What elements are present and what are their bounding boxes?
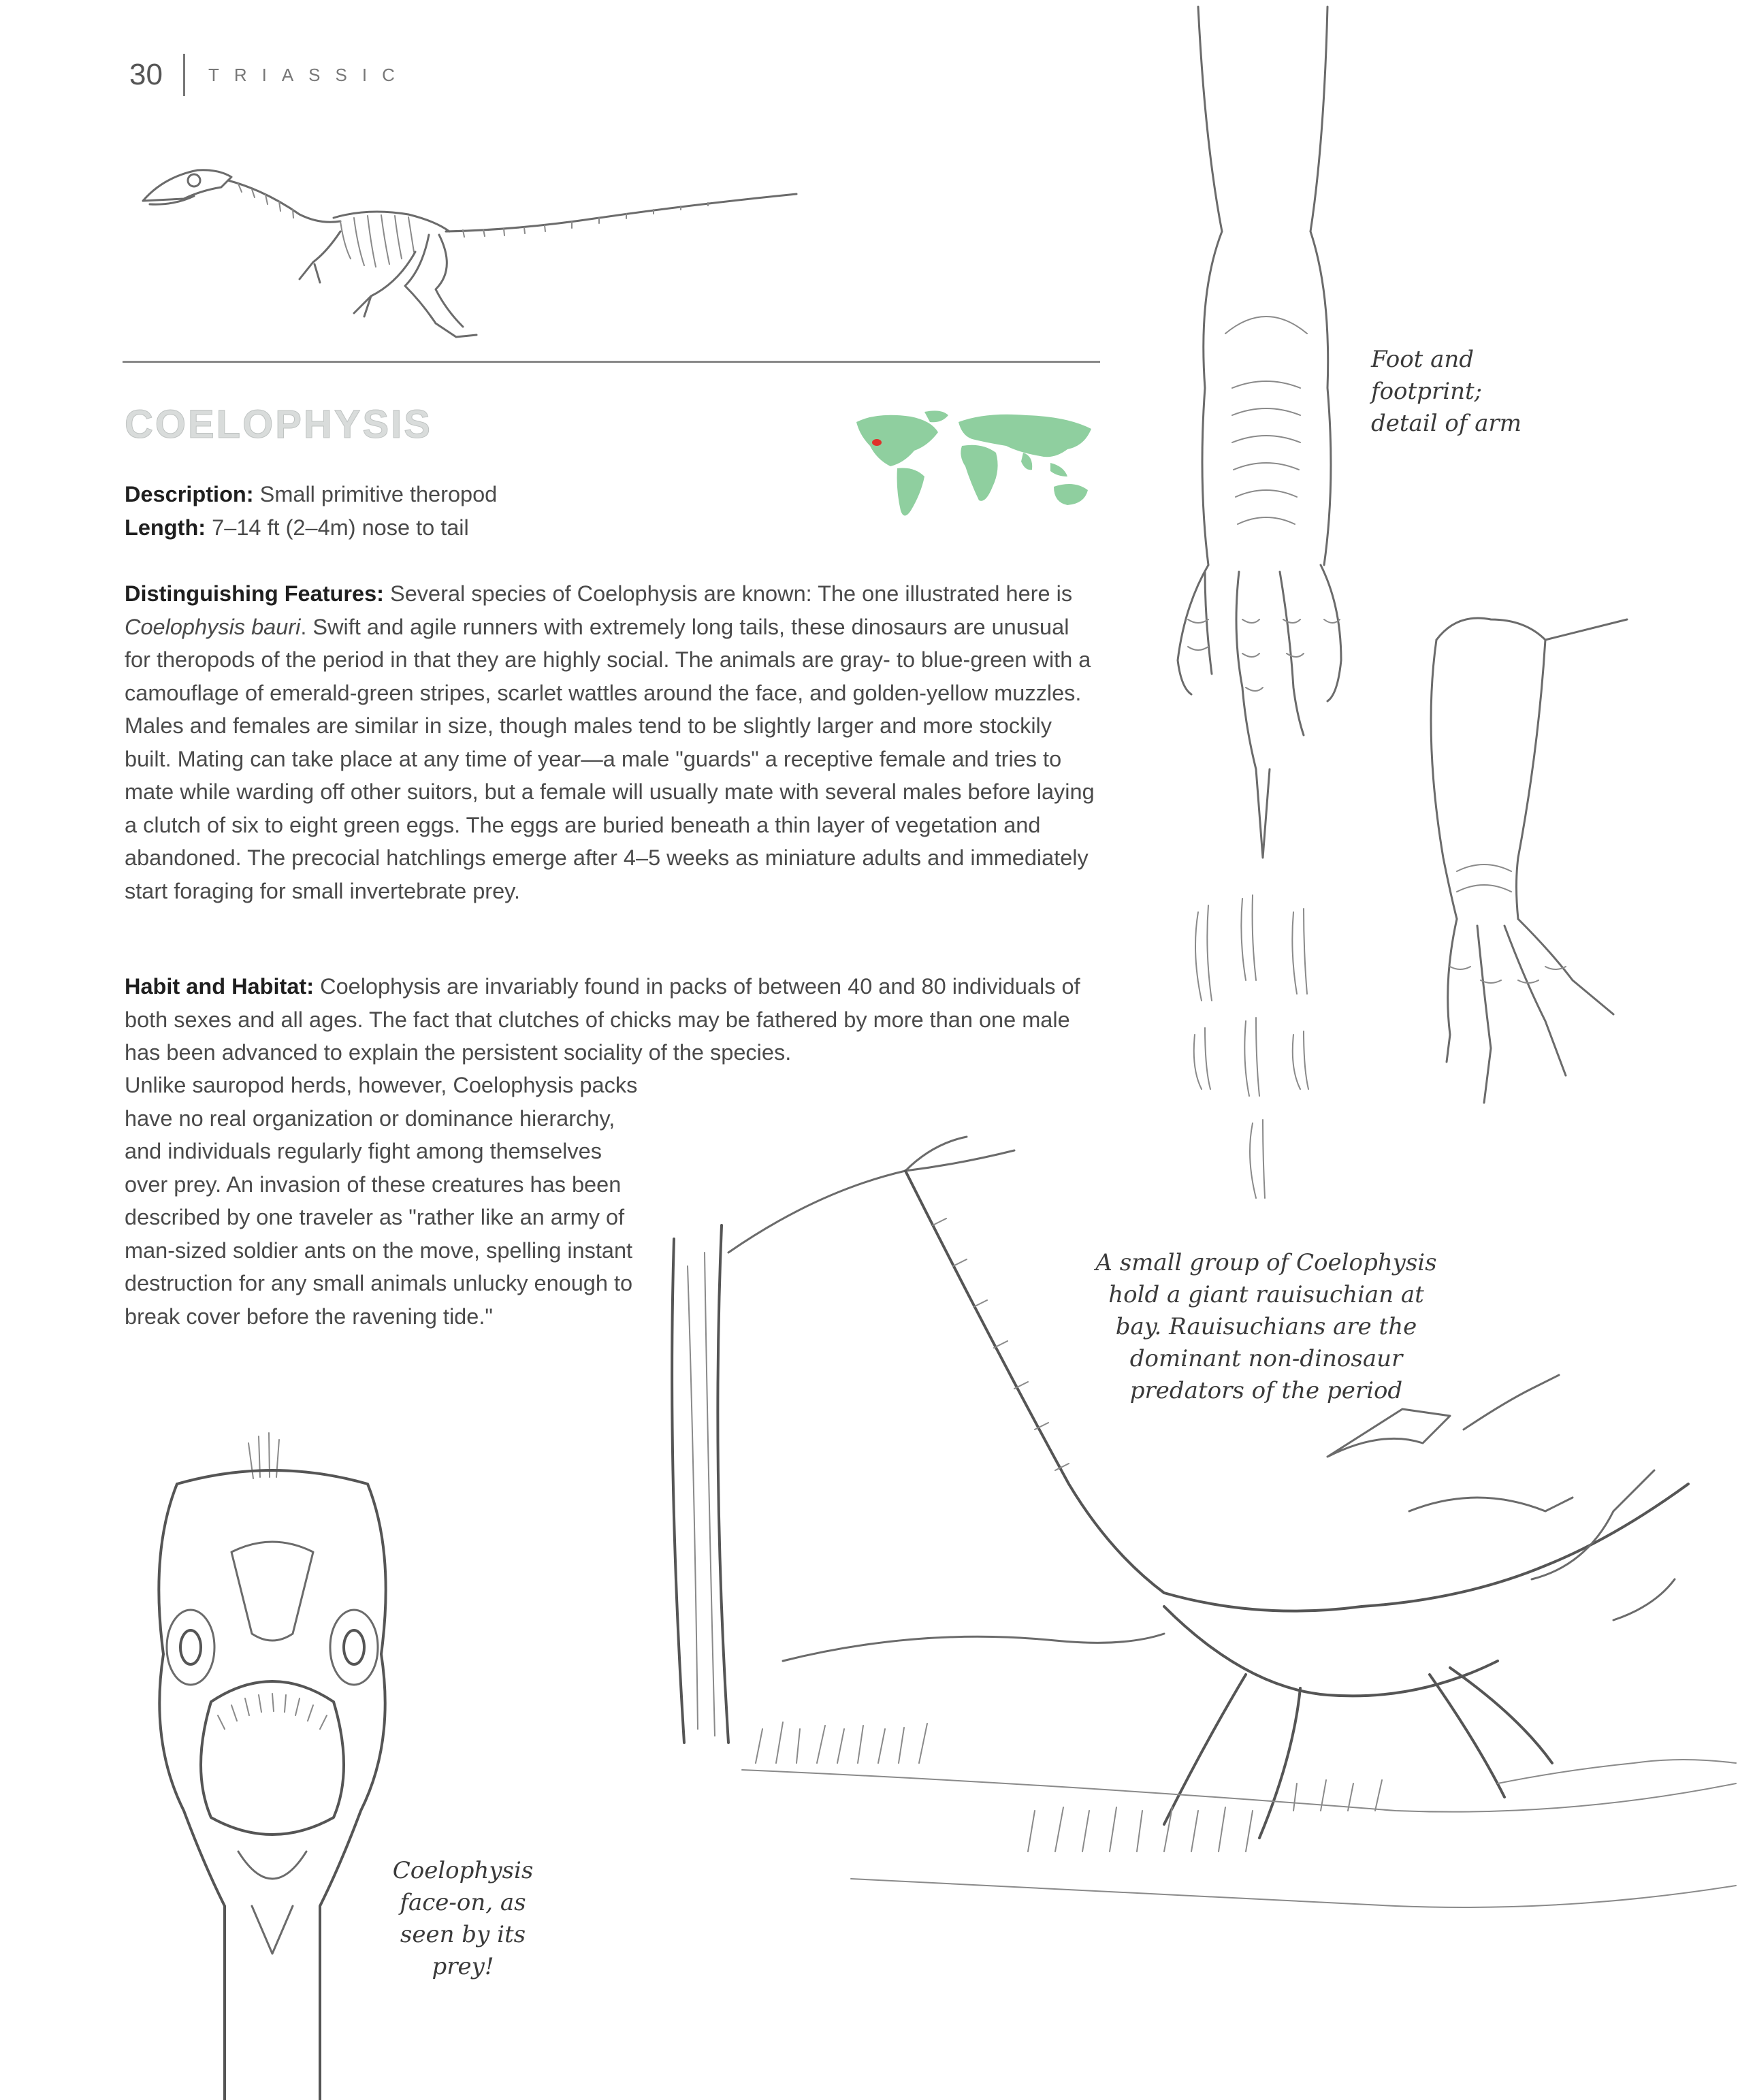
fact-block <box>125 478 497 544</box>
habitat-paragraph-wide <box>125 970 1098 1069</box>
length-line <box>125 511 497 545</box>
horizontal-rule <box>123 361 1100 363</box>
habitat-paragraph-narrow: Unlike sauropod herds, however, Coelophysis packs have no real organization or dominance hierarchy, and individuals regularly fight among themselves over prey. An invasion of these creatures has been described by one traveler as "rather like an army of man-sized soldier ants on the move, spelling instant destruction for any small animals unlucky enough to break cover before the ravening tide." <box>125 1073 638 1329</box>
skeleton-illustration <box>136 150 803 347</box>
running-header <box>129 54 410 95</box>
fossil-location-marker <box>872 439 882 446</box>
world-map <box>850 408 1101 524</box>
features-paragraph <box>125 577 1098 907</box>
habitat-label: Habit and Habitat: <box>125 974 315 999</box>
foot-sketch <box>1157 7 1375 865</box>
length-label: Length: <box>125 515 206 540</box>
species-name: Coelophysis bauri <box>125 614 301 639</box>
foot-caption: Foot and footprint; detail of arm <box>1371 346 1521 437</box>
page-title: COELOPHYSIS <box>125 402 432 447</box>
face-caption: Coelophysis face-on, as seen by its prey! <box>392 1857 534 1980</box>
features-label: Distinguishing Features: <box>125 581 385 606</box>
page-number: 30 <box>129 58 163 91</box>
features-text-after: . Swift and agile runners with extremely long tails, these dinosaurs are unusual for theropods of the period in that they are highly social. The animals are gray- to blue-green with a camouflage of emerald-green stripes, scarlet wattles around the face, and golden-yellow muzzles. Males and females are similar in size, though males tend to be slightly larger and more stockily built. Mating can take place at any time of year—a male "guards" a receptive female and tries to mate while warding off other suitors, but a female will usually mate with several males before laying a clutch of six to eight green eggs. The eggs are buried beneath a thin layer of vegetation and abandoned. The precocial hatchlings emerge after 4–5 weeks as miniature adults and immediately start foraging for small invertebrate prey. <box>125 614 1095 903</box>
description-value: Small primitive theropod <box>259 482 498 506</box>
arm-sketch <box>1416 599 1675 1137</box>
description-line <box>125 478 497 511</box>
features-text-before: Several species of Coelophysis are known: The one illustrated here is <box>390 581 1073 606</box>
section-name: TRIASSIC <box>208 64 410 85</box>
header-divider <box>183 54 185 96</box>
face-on-sketch <box>136 1429 408 2100</box>
description-label: Description: <box>125 482 254 506</box>
habitat-text-wide: Coelophysis are invariably found in packs of between 40 and 80 individuals of both sexes and all ages. The fact that clutches of chicks may be fathered by more than one male has been advanced to explain the persistent sociality of the species. <box>125 974 1080 1065</box>
pack-caption: A small group of Coelophysis hold a giant rauisuchian at bay. Rauisuchians are the dominant non-dinosaur predators of the period <box>1095 1249 1437 1404</box>
length-value: 7–14 ft (2–4m) nose to tail <box>212 515 469 540</box>
